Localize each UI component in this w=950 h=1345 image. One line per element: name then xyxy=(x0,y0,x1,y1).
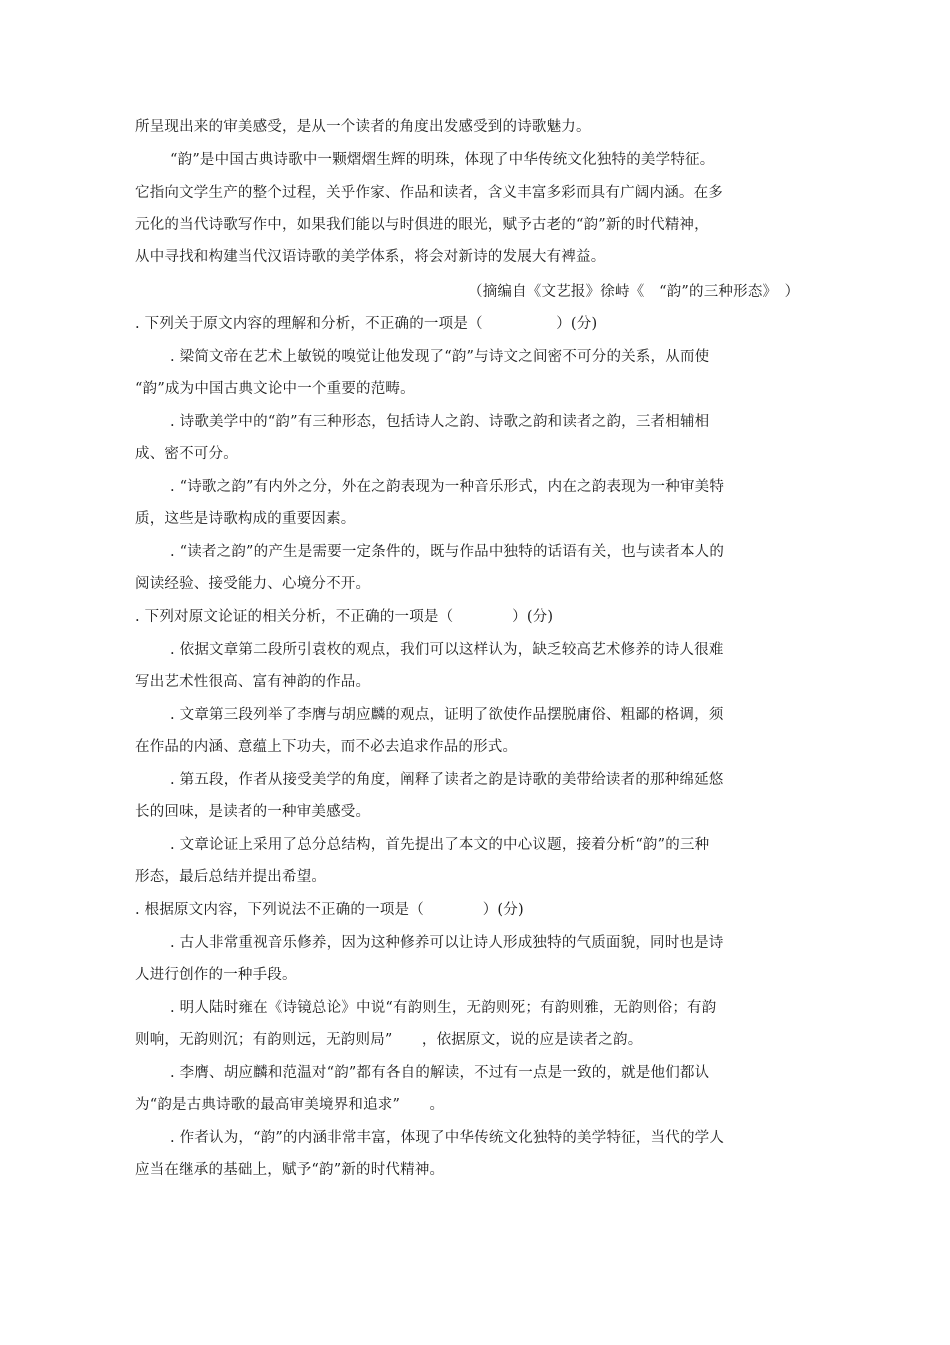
q3-option-b: . 明人陆时雍在《诗镜总论》中说“有韵则生，无韵则死；有韵则雅，无韵则俗；有韵 xyxy=(170,1000,717,1016)
q3-option-d: . 作者认为，“韵”的内涵非常丰富，体现了中华传统文化独特的美学特征，当代的学人 xyxy=(170,1130,725,1146)
q1-option-d-cont: 阅读经验、接受能力、心境分不开。 xyxy=(135,576,371,592)
passage-line: 从中寻找和构建当代汉语诗歌的美学体系，将会对新诗的发展大有裨益。 xyxy=(135,249,606,265)
q2-option-d: . 文章论证上采用了总分总结构，首先提出了本文的中心议题，接着分析“韵”的三种 xyxy=(170,837,710,853)
passage-line: 元化的当代诗歌写作中，如果我们能以与时俱进的眼光，赋予古老的“韵”新的时代精神， xyxy=(135,217,709,233)
q3-option-c: . 李膺、胡应麟和范温对“韵”都有各自的解读，不过有一点是一致的，就是他们都认 xyxy=(170,1065,710,1081)
question-2-stem: . 下列对原文论证的相关分析，不正确的一项是（ ）(分) xyxy=(135,609,554,625)
passage-line: “韵”是中国古典诗歌中一颗熠熠生辉的明珠，体现了中华传统文化独特的美学特征。 xyxy=(170,152,715,168)
q3-option-a: . 古人非常重视音乐修养，因为这种修养可以让诗人形成独特的气质面貌，同时也是诗 xyxy=(170,935,724,951)
q3-option-c-cont: 为“韵是古典诗歌的最高审美境界和追求” 。 xyxy=(135,1097,445,1113)
q1-option-b-cont: 成、密不可分。 xyxy=(135,446,238,462)
q2-option-d-cont: 形态，最后总结并提出希望。 xyxy=(135,869,327,885)
q1-option-a-cont: “韵”成为中国古典文论中一个重要的范畴。 xyxy=(135,381,415,397)
q1-option-c: . “诗歌之韵”有内外之分，外在之韵表现为一种音乐形式，内在之韵表现为一种审美特 xyxy=(170,479,725,495)
q1-option-d: . “读者之韵”的产生是需要一定条件的，既与作品中独特的话语有关，也与读者本人的 xyxy=(170,544,725,560)
q2-option-b-cont: 在作品的内涵、意蕴上下功夫，而不必去追求作品的形式。 xyxy=(135,739,518,755)
q2-option-a-cont: 写出艺术性很高、富有神韵的作品。 xyxy=(135,674,371,690)
passage-line: 所呈现出来的审美感受，是从一个读者的角度出发感受到的诗歌魅力。 xyxy=(135,119,591,135)
q2-option-b: . 文章第三段列举了李膺与胡应麟的观点，证明了欲使作品摆脱庸俗、粗鄙的格调，须 xyxy=(170,707,724,723)
q2-option-a: . 依据文章第二段所引袁枚的观点，我们可以这样认为，缺乏较高艺术修养的诗人很难 xyxy=(170,642,724,658)
question-1-stem: . 下列关于原文内容的理解和分析，不正确的一项是（ ）(分) xyxy=(135,316,598,332)
q2-option-c-cont: 长的回味，是读者的一种审美感受。 xyxy=(135,804,371,820)
q1-option-c-cont: 质，这些是诗歌构成的重要因素。 xyxy=(135,511,356,527)
q2-option-c: . 第五段，作者从接受美学的角度，阐释了读者之韵是诗歌的美带给读者的那种绵延悠 xyxy=(170,772,724,788)
q3-option-b-cont: 则响，无韵则沉；有韵则远，无韵则局” ，依据原文，说的应是读者之韵。 xyxy=(135,1032,643,1048)
source-citation: （摘编自《文艺报》徐峙《 “韵”的三种形态》 ） xyxy=(468,284,800,300)
q1-option-b: . 诗歌美学中的“韵”有三种形态，包括诗人之韵、诗歌之韵和读者之韵，三者相辅相 xyxy=(170,414,710,430)
q3-option-a-cont: 人进行创作的一种手段。 xyxy=(135,967,297,983)
question-3-stem: . 根据原文内容，下列说法不正确的一项是（ ）(分) xyxy=(135,902,524,918)
q1-option-a: . 梁简文帝在艺术上敏锐的嗅觉让他发现了“韵”与诗文之间密不可分的关系，从而使 xyxy=(170,349,710,365)
q3-option-d-cont: 应当在继承的基础上，赋予“韵”新的时代精神。 xyxy=(135,1162,445,1178)
passage-line: 它指向文学生产的整个过程，关乎作家、作品和读者，含义丰富多彩而具有广阔内涵。在多 xyxy=(135,185,723,201)
